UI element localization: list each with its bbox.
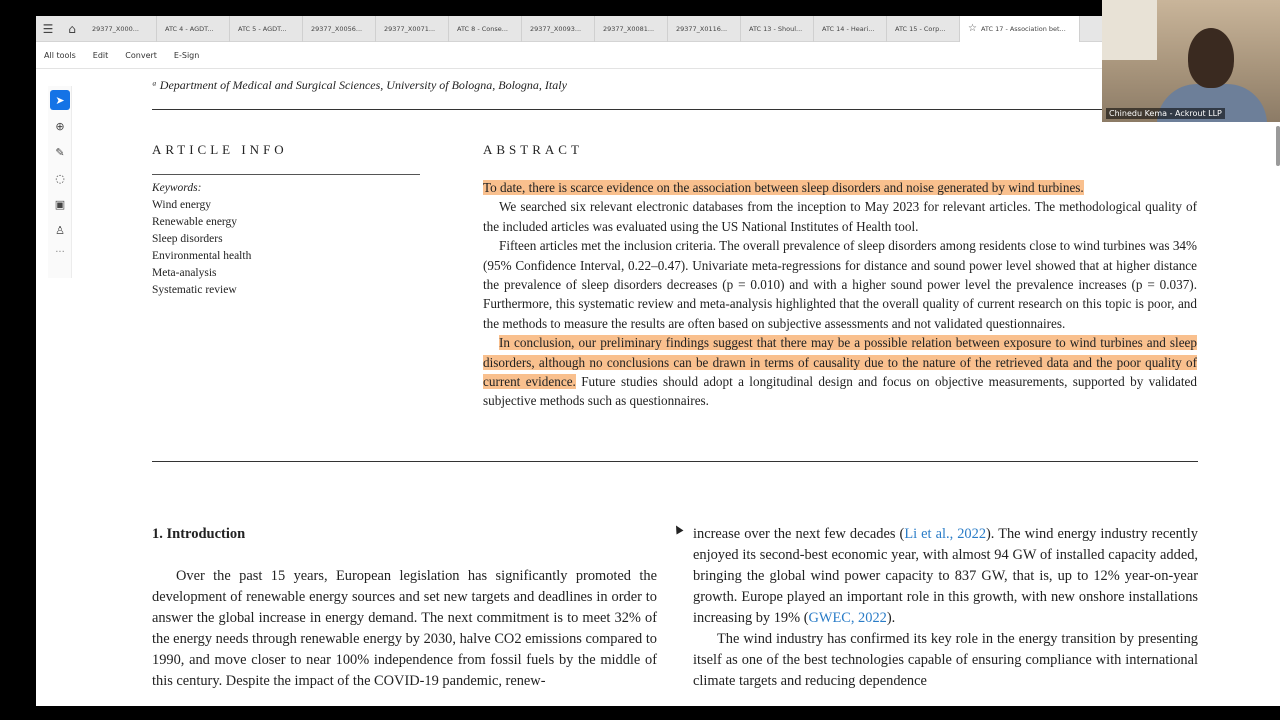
keywords-list — [152, 180, 251, 299]
keyword: Systematic review — [152, 284, 237, 296]
background-window — [1102, 0, 1157, 60]
menu-e-sign[interactable]: E-Sign — [173, 51, 200, 60]
tab-bar — [36, 16, 1280, 42]
vertical-scrollbar[interactable] — [1276, 126, 1280, 166]
tab-document-6[interactable]: ATC 8 - Conse... — [449, 16, 522, 42]
article-info-heading: ARTICLE INFO — [152, 142, 288, 157]
menu-bar — [36, 43, 1280, 69]
participant-name-label: Chinedu Kema - Ackrout LLP — [1106, 108, 1225, 119]
text-box-icon[interactable]: ▣ — [54, 197, 66, 211]
abstract-paragraph: We searched six relevant electronic databases from the inception to May 2023 for relevant articles. The methodological quality of the included articles was evaluated using the US National Institutes of Health tool. — [483, 199, 1197, 234]
keyword: Environmental health — [152, 250, 252, 262]
zoom-icon[interactable]: ⊕ — [55, 119, 65, 133]
tab-document-5[interactable]: 29377_X0071... — [376, 16, 449, 42]
highlighted-text[interactable]: To date, there is scarce evidence on the association between sleep disorders and noise generated by wind turbines. — [483, 180, 1084, 195]
keyword: Renewable energy — [152, 216, 238, 228]
keyword: Meta-analysis — [152, 267, 217, 279]
mouse-cursor-icon — [673, 524, 684, 535]
tab-document-1[interactable]: 29377_X000... — [84, 16, 157, 42]
highlighted-text[interactable]: In conclusion, our preliminary findings suggest that there may be a possible relation between exposure to wind turbines and sleep disorders, although no conclusions can be drawn in terms of causality due to the nature of the retrieved data and the poor quality of current evidence. — [483, 335, 1197, 390]
tab-document-active[interactable]: ☆ ATC 17 - Association bet... — [960, 16, 1080, 42]
body-column-right — [693, 524, 1198, 692]
pdf-page — [36, 70, 1280, 706]
document-tabs — [84, 16, 1080, 42]
tab-document-3[interactable]: ATC 5 - AGDT... — [230, 16, 303, 42]
divider — [152, 174, 420, 175]
stamp-icon[interactable]: ♙ — [55, 223, 65, 237]
select-cursor-icon[interactable]: ➤ — [50, 90, 70, 110]
body-text: ). — [886, 610, 896, 626]
menu-edit[interactable]: Edit — [92, 51, 109, 60]
pdf-viewer-window — [36, 16, 1280, 706]
abstract-heading: ABSTRACT — [483, 142, 583, 157]
abstract-body — [483, 178, 1197, 411]
tab-document-9[interactable]: 29377_X0116... — [668, 16, 741, 42]
citation-link[interactable]: Li et al., 2022 — [904, 526, 987, 542]
lasso-icon[interactable]: ◌ — [55, 171, 65, 185]
author-affiliation: ᵃ Department of Medical and Surgical Sciences, University of Bologna, Bologna, Italy — [152, 78, 567, 92]
tab-document-2[interactable]: ATC 4 - AGDT... — [157, 16, 230, 42]
section-title-introduction: 1. Introduction — [152, 526, 246, 542]
tab-document-10[interactable]: ATC 13 - Shoul... — [741, 16, 814, 42]
tab-document-11[interactable]: ATC 14 - Heari... — [814, 16, 887, 42]
body-paragraph: The wind industry has confirmed its key role in the energy transition by presenting itself as one of the best technologies capable of ensuring compliance with international climate targets and reducing dependence — [693, 631, 1198, 689]
abstract-text: Future studies should adopt a longitudinal design and focus on objective measurements, supported by validated subjective methods such as questionnaires. — [483, 374, 1197, 409]
body-text: increase over the next few decades ( — [693, 526, 905, 542]
divider — [152, 461, 1198, 462]
divider — [152, 109, 1198, 110]
tab-document-4[interactable]: 29377_X0056... — [303, 16, 376, 42]
abstract-paragraph: Fifteen articles met the inclusion criteria. The overall prevalence of sleep disorders among residents close to wind turbines was 34% (95% Confidence Interval, 0.22–0.47). Univariate meta-regressions for distance and sound power level showed that at higher distance the prevalence of sleep disorders decreases (p = 0.010) and with a higher sound power level the prevalence increases (p = 0.037). Furthermore, this systematic review and meta-analysis highlighted that the overall quality of current research on this topic is poor, and the methods to measure the results are often based on subjective assessments and not validated questionnaires. — [483, 238, 1197, 331]
keywords-title: Keywords: — [152, 182, 202, 194]
keyword: Sleep disorders — [152, 233, 223, 245]
body-text: ). The wind energy industry recently enjoyed its second-best economic year, with almost 94 GW of installed capacity added, bringing the global wind power capacity to 837 GW, that is, up to 12% year-on-year growth. Europe played an important role in this growth, with new onshore installations increasing by 19% ( — [693, 526, 1198, 626]
menu-convert[interactable]: Convert — [125, 51, 157, 60]
citation-link[interactable]: GWEC, 2022 — [808, 610, 887, 626]
tab-document-8[interactable]: 29377_X0081... — [595, 16, 668, 42]
menu-all-tools[interactable]: All tools — [44, 51, 76, 60]
home-icon[interactable]: ⌂ — [68, 21, 76, 36]
webcam-video-tile — [1102, 0, 1280, 122]
body-column-left — [152, 566, 657, 692]
star-icon[interactable]: ☆ — [968, 23, 977, 34]
tab-document-7[interactable]: 29377_X0093... — [522, 16, 595, 42]
body-paragraph: Over the past 15 years, European legislation has significantly promoted the development of renewable energy sources and set new targets and deadlines in order to answer the global increase in energy demand. The next commitment is to meet 32% of the energy needs through renewable energy by 2030, halve CO2 emissions compared to 1990, and move closer to near 100% independence from fossil fuels by the middle of this century. Despite the impact of the COVID-19 pandemic, renew- — [152, 568, 658, 689]
pen-icon[interactable]: ✎ — [55, 145, 65, 159]
hamburger-menu-icon[interactable]: ☰ — [42, 21, 54, 36]
more-tools-icon[interactable]: ··· — [55, 246, 65, 258]
tab-document-12[interactable]: ATC 15 - Corp... — [887, 16, 960, 42]
keyword: Wind energy — [152, 199, 212, 211]
participant-head — [1188, 28, 1234, 88]
